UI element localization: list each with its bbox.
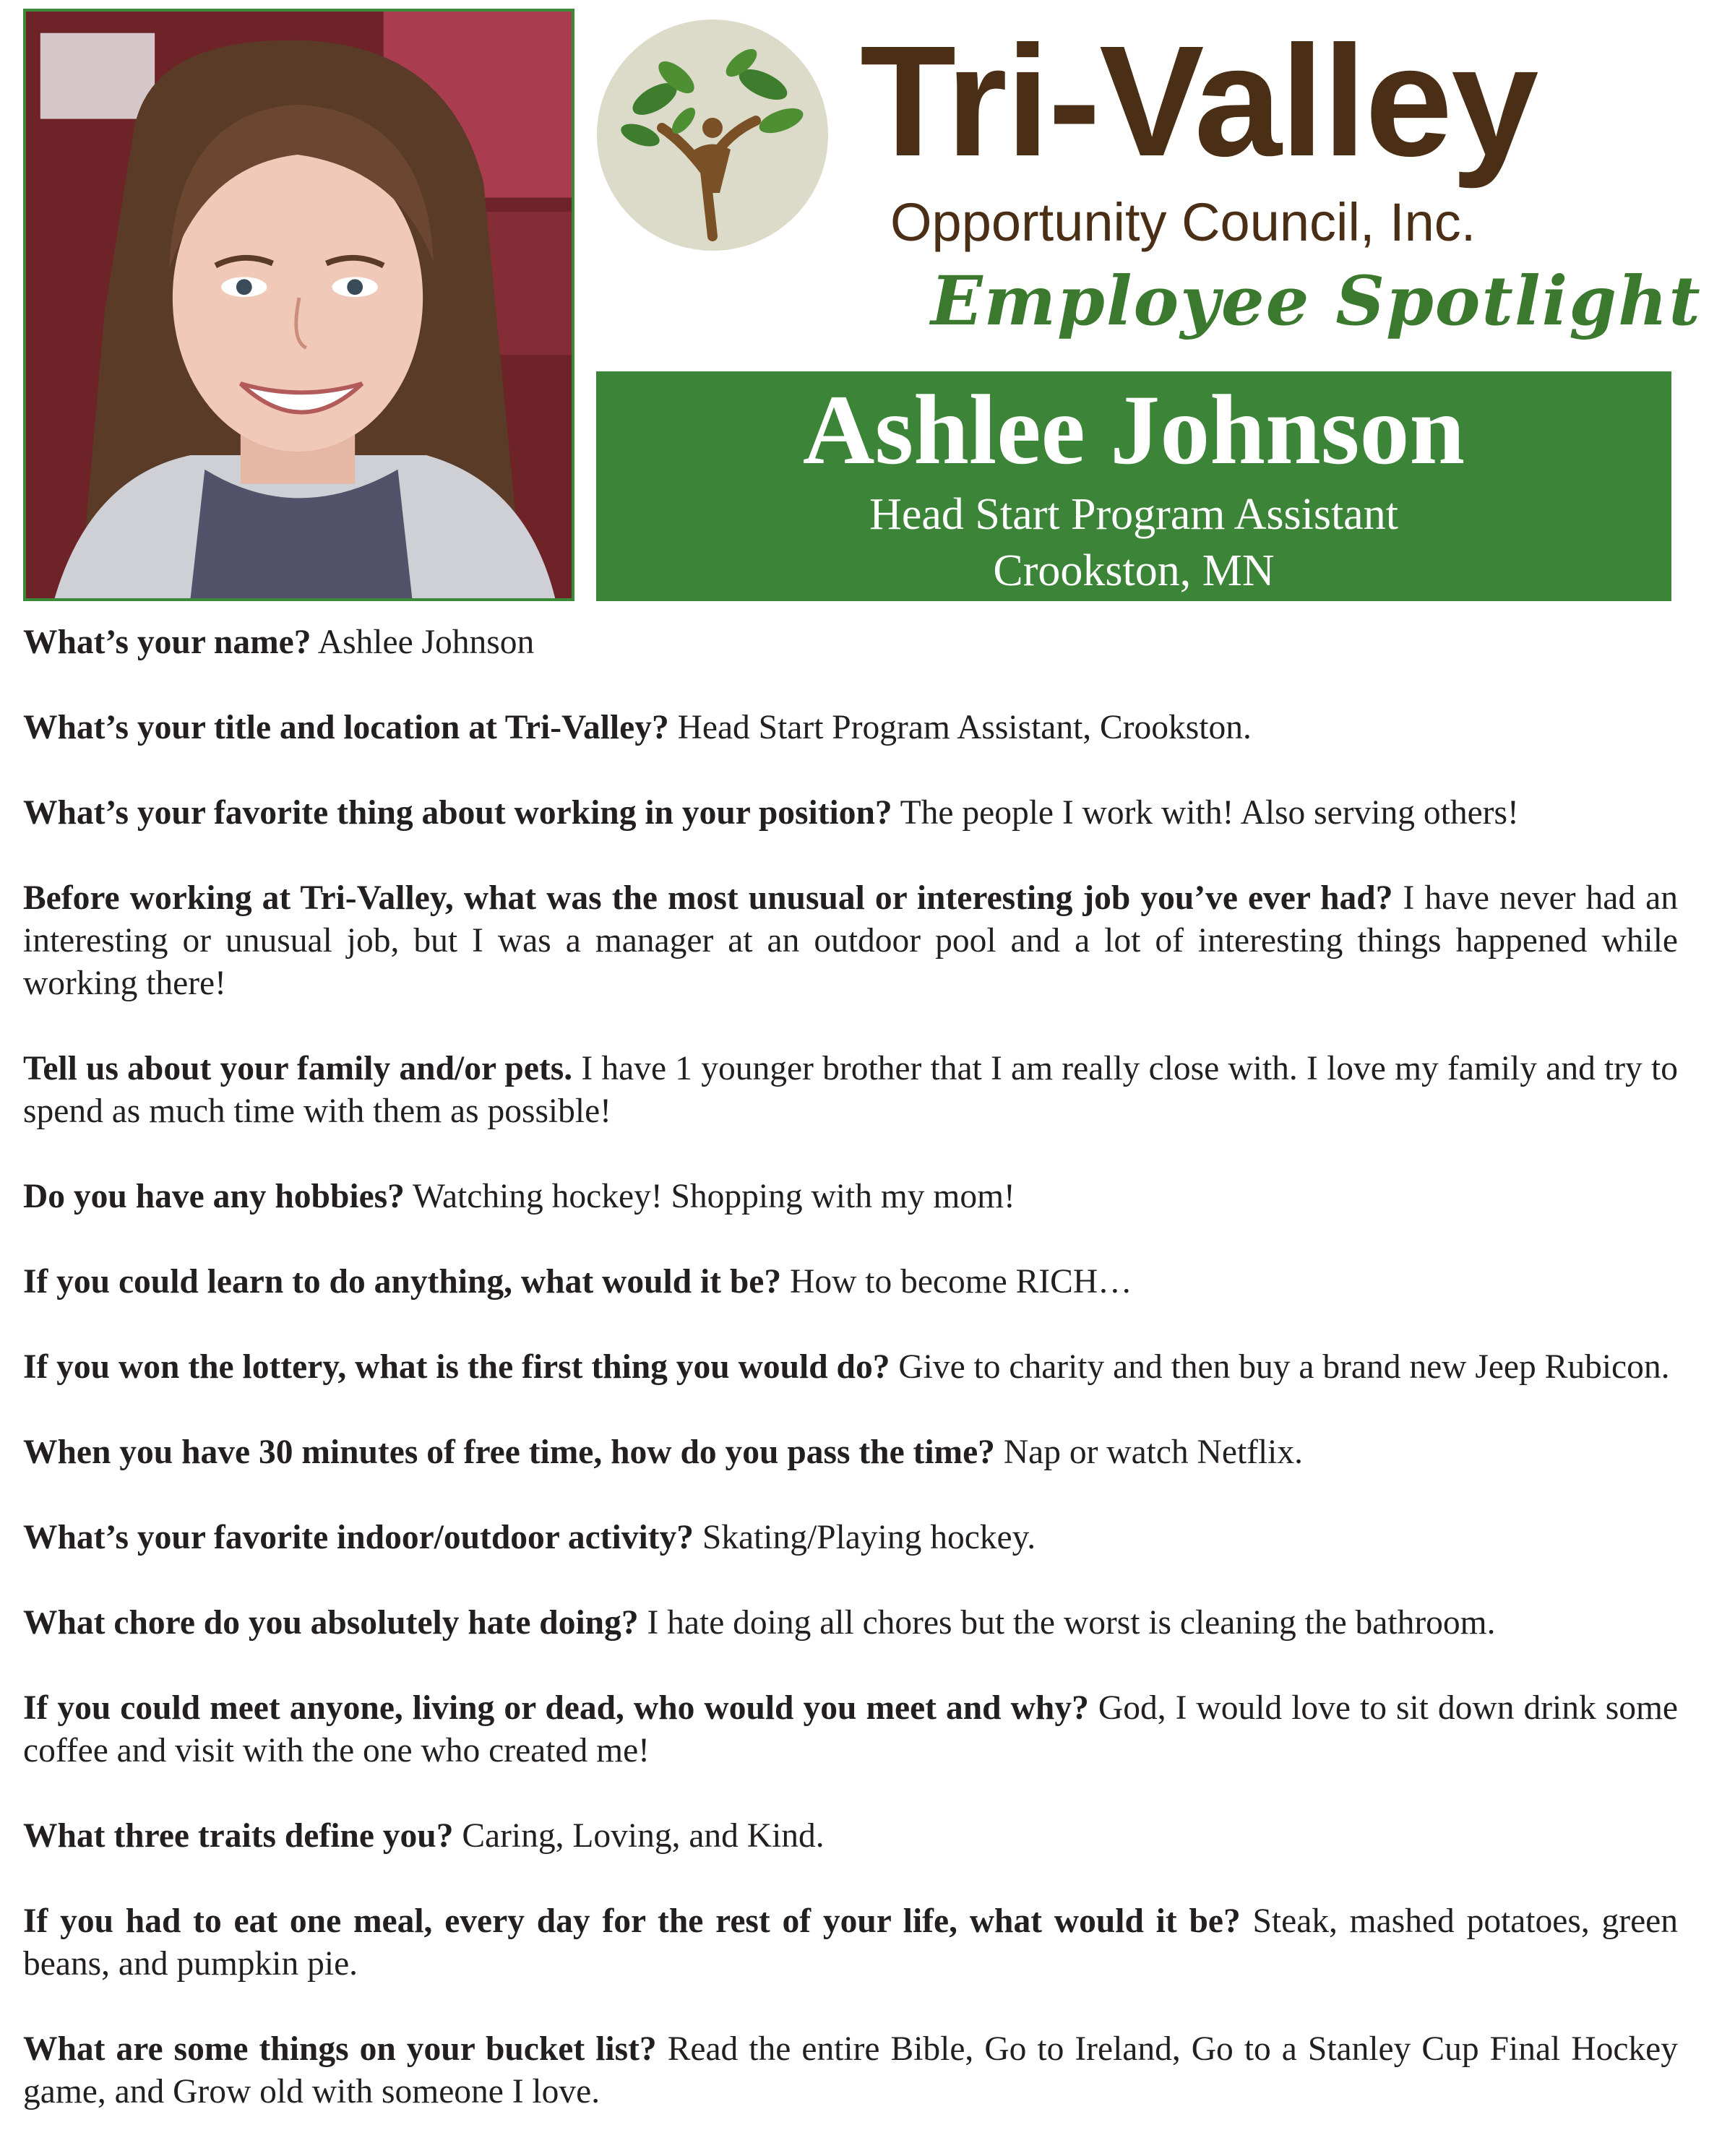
answer: Read the entire Bible, Go to Ireland, Go to a Stanley Cup Final Hockey game, and Grow old with someone I love. [23,2030,1678,2110]
qa-item [23,877,1678,1005]
qa-item [23,1261,1678,1303]
answer: The people I work with! Also serving others! [900,794,1519,832]
answer: Head Start Program Assistant, Crookston. [677,709,1252,746]
qa-item [23,1517,1678,1559]
answer: How to become RICH… [790,1263,1132,1301]
answer: I hate doing all chores but the worst is cleaning the bathroom. [647,1604,1496,1642]
answer: Skating/Playing hockey. [702,1519,1036,1556]
answer: Steak, mashed potatoes, green beans, and pumpkin pie. [23,1902,1678,1983]
qa-item [23,2028,1678,2113]
question: When you have 30 minutes of free time, how do you pass the time? [23,1433,995,1471]
qa-item [23,1900,1678,1985]
answer: Give to charity and then buy a brand new Jeep Rubicon. [898,1348,1670,1386]
answer: Nap or watch Netflix. [1003,1433,1303,1471]
qa-item [23,1346,1678,1389]
question: What three traits define you? [23,1817,454,1855]
qa-item [23,1176,1678,1218]
answer: God, I would love to sit down drink some coffee and visit with the one who created me! [23,1689,1679,1769]
answer: I have never had an interesting or unusual job, but I was a manager at an outdoor pool and a lot of interesting things happened while working there! [23,879,1678,1002]
question: What’s your favorite thing about working in your position? [23,794,892,832]
question: What’s your title and location at Tri-Valley? [23,709,669,746]
answer: Ashlee Johnson [317,624,535,661]
employee-name: Ashlee Johnson [802,374,1465,485]
qa-item [23,1048,1678,1133]
qa-item [23,1602,1678,1644]
question: Before working at Tri-Valley, what was the most unusual or interesting job you’ve ever had? [23,879,1393,917]
question: If you had to eat one meal, every day for the rest of your life, what would it be? [23,1902,1241,1940]
question: What’s your name? [23,624,311,661]
employee-portrait-photo [23,9,574,601]
qa-item [23,707,1678,749]
question: What chore do you absolutely hate doing? [23,1604,639,1642]
answer: I have 1 younger brother that I am really close with. I love my family and try to spend as much time with them as possible! [23,1050,1678,1130]
employee-name-box [596,371,1671,601]
employee-title: Head Start Program Assistant [869,490,1398,539]
question: What’s your favorite indoor/outdoor activity? [23,1519,694,1556]
employee-location: Crookston, MN [993,546,1275,595]
qa-list [23,621,1678,2156]
qa-item [23,1687,1678,1772]
question: Do you have any hobbies? [23,1178,405,1215]
question: If you could meet anyone, living or dead, who would you meet and why? [23,1689,1089,1727]
qa-item [23,1431,1678,1474]
qa-item [23,792,1678,835]
question: If you could learn to do anything, what would it be? [23,1263,782,1301]
org-name: Tri-Valley [860,14,1538,189]
question: What are some things on your bucket list? [23,2030,657,2068]
tree-people-logo-icon [597,20,828,251]
answer: Caring, Loving, and Kind. [462,1817,825,1855]
spotlight-banner: Employee Spotlight [931,262,1702,341]
qa-item [23,621,1678,664]
question: Tell us about your family and/or pets. [23,1050,573,1087]
question: If you won the lottery, what is the first thing you would do? [23,1348,890,1386]
answer: Watching hockey! Shopping with my mom! [412,1178,1015,1215]
org-subtitle: Opportunity Council, Inc. [890,192,1476,252]
qa-item [23,1815,1678,1858]
